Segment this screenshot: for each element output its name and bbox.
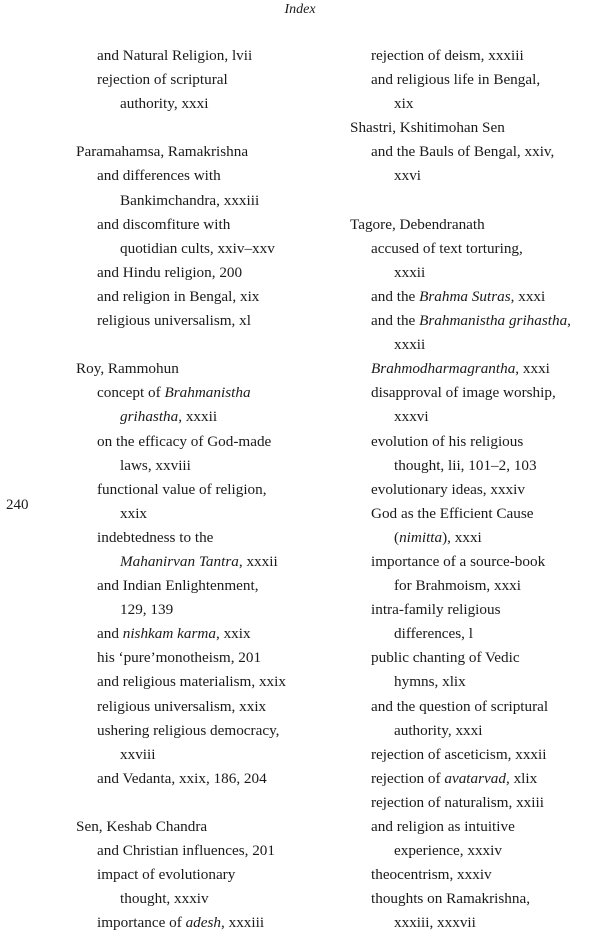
index-subentry: rejection of deism, xxxiii: [371, 47, 524, 64]
index-subentry: theocentrism, xxxiv: [371, 866, 492, 884]
index-column-right: [350, 44, 600, 935]
index-subentry: xxxvi: [394, 408, 429, 426]
index-subentry: disapproval of image worship,: [371, 384, 556, 402]
index-subentry: quotidian cults, xxiv–xxv: [120, 239, 275, 257]
index-subentry: Brahmodharmagrantha, xxxi: [371, 360, 550, 378]
index-subentry: experience, xxxiv: [394, 842, 502, 860]
index-subentry: xxix: [120, 504, 148, 522]
index-subentry: public chanting of Vedic: [371, 649, 520, 667]
index-heading: Paramahamsa, Ramakrishna: [76, 143, 249, 161]
index-subentry: and nishkam karma, xxix: [97, 625, 251, 643]
index-subentry: and Hindu religion, 200: [97, 263, 243, 281]
index-subentry: xxxii: [394, 336, 426, 354]
index-subentry: grihastha, xxxii: [120, 408, 218, 426]
running-header: Index: [284, 2, 316, 17]
index-subentry: rejection of scriptural: [97, 71, 228, 89]
index-subentry: evolution of his religious: [371, 432, 524, 450]
index-heading: Tagore, Debendranath: [350, 215, 485, 233]
index-subentry: laws, xxviii: [120, 456, 191, 474]
index-subentry: and the question of scriptural: [371, 697, 549, 715]
index-subentry: and Vedanta, xxix, 186, 204: [97, 769, 267, 787]
page-number: 240: [6, 497, 29, 513]
index-subentry: religious universalism, xl: [97, 312, 251, 330]
index-subentry: indebtedness to the: [97, 528, 214, 546]
index-subentry: Mahanirvan Tantra, xxxii: [120, 552, 278, 570]
index-subentry: and Christian influences, 201: [97, 842, 275, 860]
index-subentry: functional value of religion,: [97, 480, 267, 498]
index-subentry: and religion as intuitive: [371, 818, 515, 835]
index-subentry: thought, lii, 101–2, 103: [394, 456, 537, 474]
index-subentry: rejection of naturalism, xxiii: [371, 793, 544, 811]
index-subentry: hymns, xlix: [394, 673, 466, 691]
entry-gap: [350, 189, 600, 213]
index-subentry: intra-family religious: [371, 601, 501, 619]
index-subentry: ushering religious democracy,: [97, 721, 280, 739]
index-subentry: and discomfiture with: [97, 215, 231, 233]
index-subentry: concept of Brahmanistha: [97, 384, 251, 402]
index-subentry: thoughts on Ramakrishna,: [371, 890, 531, 908]
index-subentry: and the Brahma Sutras, xxxi: [371, 287, 546, 305]
index-subentry: his ‘pure’monotheism, 201: [97, 649, 262, 667]
index-heading: Sen, Keshab Chandra: [76, 818, 208, 835]
index-heading: Shastri, Kshitimohan Sen: [350, 119, 505, 137]
index-subentry: rejection of avatarvad, xlix: [371, 769, 538, 787]
index-subentry: and differences with: [97, 167, 221, 185]
index-subentry: importance of adesh, xxxiii: [97, 914, 265, 932]
index-subentry: God as the Efficient Cause: [371, 504, 534, 522]
index-subentry: thought, xxxiv: [120, 890, 209, 908]
index-subentry: xix: [394, 95, 414, 113]
index-subentry: and Natural Religion, lvii: [97, 47, 253, 64]
index-subentry: xxxii: [394, 263, 426, 281]
index-subentry: importance of a source-book: [371, 552, 546, 570]
index-subentry: on the efficacy of God-made: [97, 432, 272, 450]
index-subentry: impact of evolutionary: [97, 866, 236, 884]
index-subentry: evolutionary ideas, xxxiv: [371, 480, 525, 498]
index-subentry: and religious materialism, xxix: [97, 673, 286, 691]
index-subentry: (nimitta), xxxi: [394, 528, 482, 546]
index-subentry: for Brahmoism, xxxi: [394, 577, 521, 595]
index-subentry: xxxiii, xxxvii: [394, 914, 476, 932]
index-subentry: and religion in Bengal, xix: [97, 287, 260, 305]
index-subentry: and religious life in Bengal,: [371, 71, 541, 89]
index-subentry: rejection of asceticism, xxxii: [371, 745, 547, 763]
index-subentry: Bankimchandra, xxxiii: [120, 191, 260, 209]
index-subentry: religious universalism, xxix: [97, 697, 267, 715]
index-subentry: xxvi: [394, 167, 422, 185]
index-subentry: xxviii: [120, 745, 156, 763]
index-subentry: and the Bauls of Bengal, xxiv,: [371, 143, 555, 161]
index-column-left: [76, 44, 346, 935]
index-heading: Roy, Rammohun: [76, 360, 179, 378]
index-subentry: differences, l: [394, 625, 473, 643]
index-subentry: authority, xxxi: [394, 721, 483, 739]
entry-gap: [76, 333, 346, 357]
index-subentry: and Indian Enlightenment,: [97, 577, 259, 595]
index-subentry: authority, xxxi: [120, 95, 209, 113]
index-subentry: accused of text torturing,: [371, 239, 523, 257]
entry-gap: [76, 791, 346, 815]
index-subentry: and the Brahmanistha grihastha,: [371, 312, 571, 330]
entry-gap: [76, 116, 346, 140]
index-subentry: 129, 139: [120, 601, 174, 619]
